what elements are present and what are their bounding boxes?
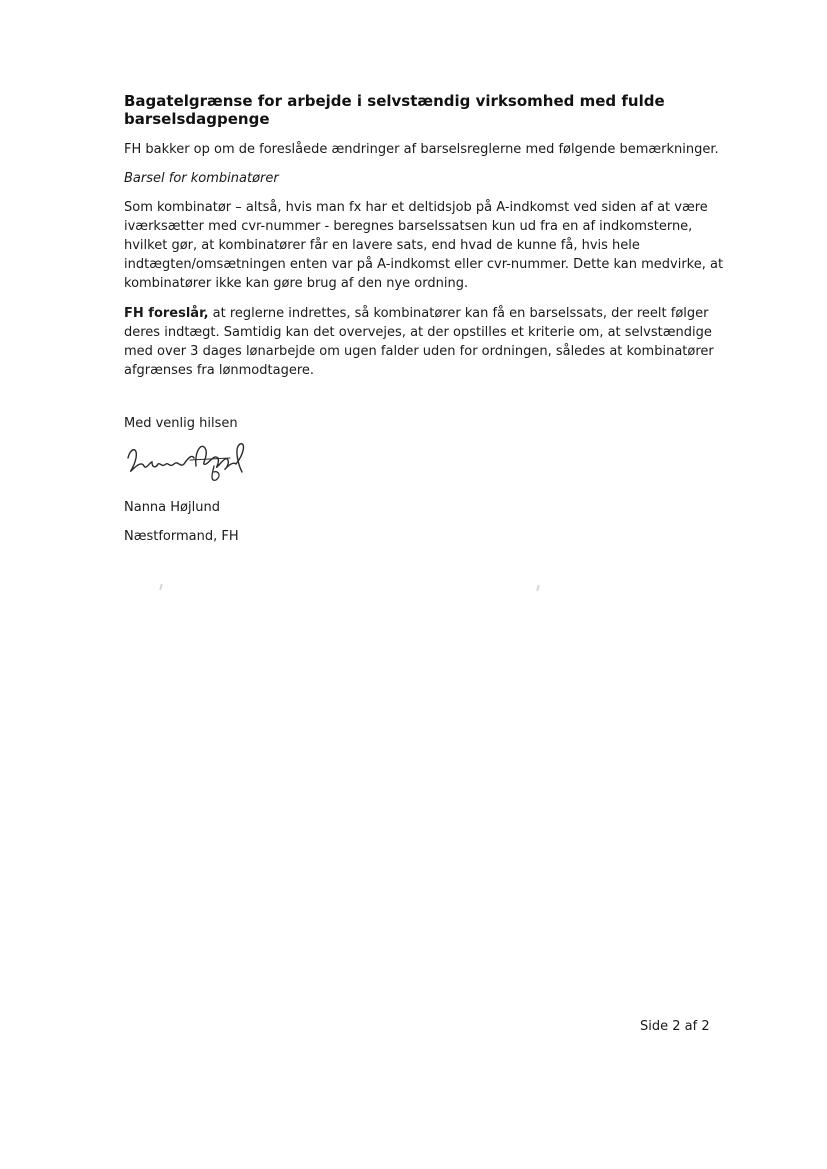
scan-speck [159, 584, 162, 590]
handwritten-signature [122, 436, 252, 488]
scan-speck [536, 585, 539, 591]
section-heading: Bagatelgrænse for arbejde i selvstændig virksomhed med fulde barselsdagpenge [124, 92, 665, 128]
document-body [124, 92, 724, 380]
page-number: Side 2 af 2 [640, 1019, 710, 1034]
subheading: Barsel for kombinatører [124, 171, 279, 186]
paragraph-kombinatorer: Som kombinatør – altså, hvis man fx har et deltidsjob på A-indkomst ved siden af at være iværksætter med cvr-nummer - beregnes barselssatsen kun ud fra en af indkomsterne, hvilket gør, at kombinatører får en lavere sats, end hvad de kunne få, hvis hele indtægten/omsætningen enten var på A-indkomst eller cvr-nummer. Dette kan medvirke, at kombinatører ikke kan gøre brug af den nye ordning. [124, 200, 724, 291]
proposal-text: at reglerne indrettes, så kombinatører kan få en barselssats, der reelt følger deres indtægt. Samtidig kan det overvejes, at der opstilles et kriterie om, at selvstændige med over 3 dages lønarbejde om ugen falder uden for ordningen, således at kombinatører afgrænses fra lønmodtagere. [124, 306, 714, 378]
intro-paragraph: FH bakker op om de foreslåede ændringer af barselsreglerne med følgende bemærkninger. [124, 142, 719, 157]
paragraph-proposal [124, 304, 724, 380]
signer-name: Nanna Højlund [124, 500, 220, 515]
signer-title: Næstformand, FH [124, 529, 239, 544]
proposal-lead: FH foreslår, [124, 306, 209, 321]
closing-greeting: Med venlig hilsen [124, 416, 238, 431]
